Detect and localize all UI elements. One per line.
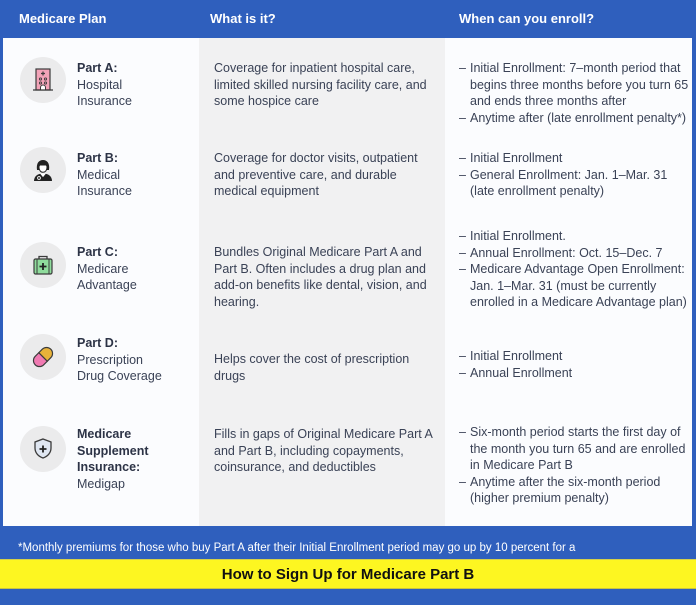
column-header-enroll: When can you enroll? (459, 11, 595, 26)
medical-kit-icon (20, 242, 66, 288)
plan-name-part-c: Part C: Medicare Advantage (77, 245, 137, 292)
enrollment-item: – General Enrollment: Jan. 1–Mar. 31 (late enrollment penalty) (459, 167, 691, 200)
table-header (0, 0, 696, 38)
banner-title: How to Sign Up for Medicare Part B (221, 565, 475, 583)
enrollment-item: – Anytime after the six-month period (higher premium penalty) (459, 474, 691, 507)
shield-plus-icon (20, 426, 66, 472)
enrollment-item: – Initial Enrollment (459, 150, 691, 167)
enrollment-list-part-a (459, 60, 691, 126)
enrollment-list-part-d (459, 348, 691, 381)
plan-description-part-c: Bundles Original Medicare Part A and Part B. Often includes a drug plan and add-on benefits like dental, vision, and hearing. (214, 245, 427, 309)
doctor-icon (20, 147, 66, 193)
enrollment-item: – Anytime after (late enrollment penalty*) (459, 110, 691, 127)
enrollment-item: – Initial Enrollment: 7–month period that begins three months before you turn 65 and ends three months after (459, 60, 691, 110)
enrollment-item: – Initial Enrollment (459, 348, 691, 365)
column-header-plan: Medicare Plan (19, 11, 107, 26)
enrollment-item: – Annual Enrollment (459, 365, 691, 382)
plan-name-part-b: Part B: Medical Insurance (77, 151, 132, 198)
plan-description-part-d: Helps cover the cost of prescription drugs (214, 352, 410, 383)
enrollment-item: – Medicare Advantage Open Enrollment: Jan. 1–Mar. 31 (must be currently enrolled in a Medicare Advantage plan) (459, 261, 691, 311)
plan-description-part-a: Coverage for inpatient hospital care, limited skilled nursing facility care, and some hospice care (214, 61, 427, 108)
enrollment-list-part-b (459, 150, 691, 200)
footnote: *Monthly premiums for those who buy Part A after their Initial Enrollment period may go up by 10 percent for a (18, 542, 576, 554)
plan-name-part-a: Part A: Hospital Insurance (77, 61, 132, 108)
sign-up-banner (0, 559, 696, 589)
enrollment-item: – Initial Enrollment. (459, 228, 691, 245)
hospital-icon (20, 57, 66, 103)
plan-name-part-d: Part D: Prescription Drug Coverage (77, 336, 162, 383)
enrollment-item: – Six-month period starts the first day of the month you turn 65 and are enrolled in Medicare Part B (459, 424, 691, 474)
pill-icon (20, 334, 66, 380)
column-header-what: What is it? (210, 11, 276, 26)
enrollment-list-medigap (459, 424, 691, 507)
enrollment-list-part-c (459, 228, 691, 311)
plan-name-medigap: Medicare Supplement Insurance: Medigap (77, 427, 149, 491)
medicare-plans-table (3, 38, 692, 526)
enrollment-item: – Annual Enrollment: Oct. 15–Dec. 7 (459, 245, 691, 262)
plan-description-medigap: Fills in gaps of Original Medicare Part A and Part B, including copayments, coinsurance, and deductibles (214, 427, 433, 474)
plan-description-part-b: Coverage for doctor visits, outpatient and preventive care, and durable medical equipment (214, 151, 418, 198)
